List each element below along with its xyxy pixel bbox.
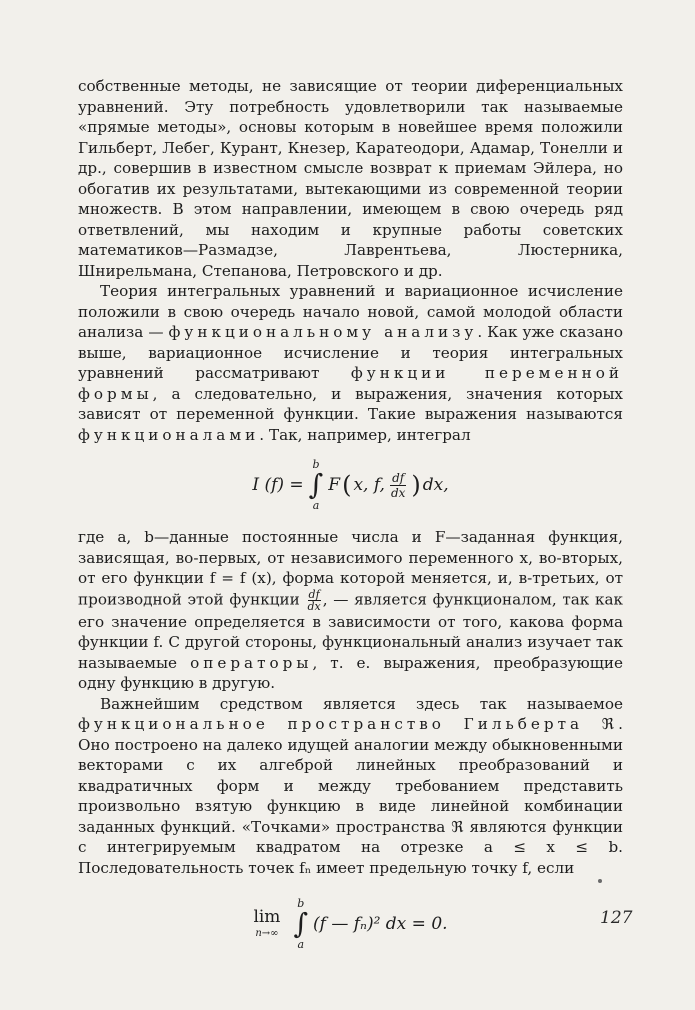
- integral-sign: b ∫ a: [308, 458, 324, 512]
- page-body: [78, 76, 623, 966]
- paragraph-3: где a, b—данные постоянные числа и F—заданная функция, зависящая, во-первых, от независимого переменного x, во-вторых, от его функции f = f (x), форма которой меняется, и, в-третьих, от производной этой функции $\frac{df}{dx}$ , — является функционалом, так как его значение определяется в зависимости от того, какова форма функции f. С другой стороны, функциональный анализ изучает так называемые операторы, т. е. выражения, преобразующие одну функцию в другую.: [78, 528, 624, 692]
- speck-mark: [598, 879, 602, 883]
- formula-limit: lim n→∞ b ∫ a (f — fₙ)² dx = 0.: [253, 897, 448, 951]
- spaced-term-variable-form: функции переменной формы: [78, 364, 623, 403]
- integral-sign-2: b ∫ a: [293, 897, 309, 951]
- paragraph-1: собственные методы, не зависящие от теории диференциальных уравнений. Эту потребность удовлетворили так называемые «прямые методы», основы которым в новейшее время положили Гильберт, Лебег, Курант, Кнезер, Каратеодори, Адамар, Тонелли и др., совершив в известном смысле возврат к приемам Эйлера, но обогатив их результатами, вытекающими из современной теории множеств. В этом направлении, имеющем в свою очередь ряд ответвлений, мы находим и крупные работы советских математиков—Размадзе, Лаврентьева, Люстерника, Шнирельмана, Степанова, Петровского и др.: [78, 77, 623, 280]
- limit-operator: lim n→∞: [253, 907, 281, 939]
- spaced-term-operators: операторы: [190, 653, 313, 672]
- inline-fraction-df-dx: $\frac{df}{dx}$: [307, 587, 321, 613]
- formula-integral-functional: I (f) = b ∫ a F ( x, f, $\frac{df}{dx}$ ) dx,: [252, 458, 449, 512]
- fraction-df-dx: $\frac{df}{dx}$: [390, 470, 406, 500]
- spaced-term-functionals: функционалами: [78, 425, 260, 444]
- formula-lhs: I (f) =: [252, 475, 304, 495]
- spaced-term-hilbert-space: функциональное пространство Гильберта ℜ: [78, 715, 619, 733]
- page-number: 127: [600, 908, 633, 928]
- paragraph-2: Теория интегральных уравнений и вариационное исчисление положили в свою очередь начало новой, самой молодой области анализа — функциональному анализу. Как уже сказано выше, вариационное исчисление и теория интегральных уравнений рассматривают функции переменной формы, а следовательно, и выражения, значения которых зависят от переменной функции. Такие выражения называются функционалами. Так, например, интеграл: [78, 282, 623, 444]
- paragraph-4: Важнейшим средством является здесь так называемое функциональное пространство Гильберта ℜ. Оно построено на далеко идущей аналогии между обыкновенными векторами с их алгеброй линейных преобразований и квадратичных форм и между требованием представить произвольно взятую функцию в виде линейной комбинации заданных функций. «Точками» пространства ℜ являются функции с интегрируемым квадратом на отрезке a ≤ x ≤ b. Последовательность точек fₙ имеет предельную точку f, если: [78, 694, 623, 877]
- spaced-term-functional-analysis: функциональному анализу: [168, 323, 478, 341]
